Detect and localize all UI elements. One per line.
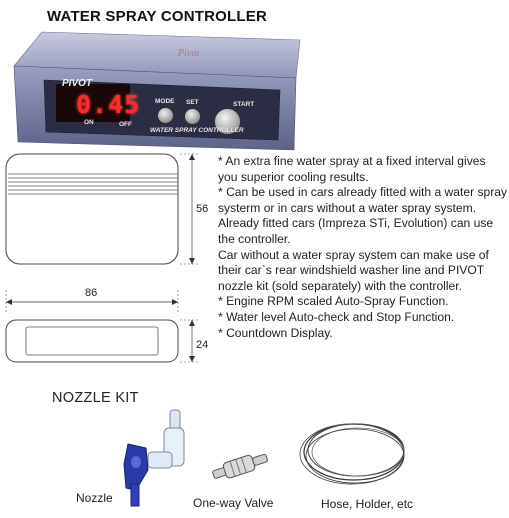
nozzle-image <box>118 404 198 510</box>
svg-text:Pivot: Pivot <box>178 48 200 59</box>
side-view-drawing <box>2 290 212 372</box>
start-label: START <box>233 101 255 108</box>
digital-display: 0.45 <box>76 90 141 119</box>
on-label: ON <box>84 119 94 126</box>
panel-label: WATER SPRAY CONTROLLER <box>150 127 244 134</box>
one-way-valve-caption: One-way Valve <box>193 496 274 510</box>
off-label: OFF <box>119 121 132 128</box>
description-line: * Engine RPM scaled Auto-Spray Function. <box>218 294 449 309</box>
description-line: Car without a water spray system can make use of their car`s rear windshield washer line and PIVOT nozzle kit (sold separately) with the controller. <box>218 247 489 293</box>
width-dimension: 86 <box>85 287 98 299</box>
controller-device-image <box>8 26 304 154</box>
set-label: SET <box>186 99 199 106</box>
one-way-valve-image <box>210 446 272 486</box>
page-title: WATER SPRAY CONTROLLER <box>47 8 267 25</box>
description-line: Already fitted cars (Impreza STi, Evolution) can use the controller. <box>218 216 494 246</box>
nozzle-kit-title: NOZZLE KIT <box>52 390 139 406</box>
mode-label: MODE <box>155 98 175 105</box>
mode-button[interactable] <box>157 107 174 124</box>
description-line: * Countdown Display. <box>218 325 333 340</box>
feature-description <box>218 154 508 341</box>
description-line: * An extra fine water spray at a fixed interval gives you superior cooling results. <box>218 154 486 184</box>
brand-logo: PIVOT <box>62 78 93 89</box>
description-line: * Can be used in cars already fitted with a water spray systerm or in cars without a water spray system. <box>218 185 508 215</box>
nozzle-caption: Nozzle <box>76 491 113 505</box>
depth-dimension: 24 <box>196 339 209 351</box>
front-view-drawing <box>2 148 212 270</box>
height-dimension: 56 <box>196 203 209 215</box>
hose-image <box>298 416 414 492</box>
hose-caption: Hose, Holder, etc <box>321 497 414 511</box>
description-line: * Water level Auto-check and Stop Function. <box>218 309 455 324</box>
set-button[interactable] <box>184 108 201 125</box>
